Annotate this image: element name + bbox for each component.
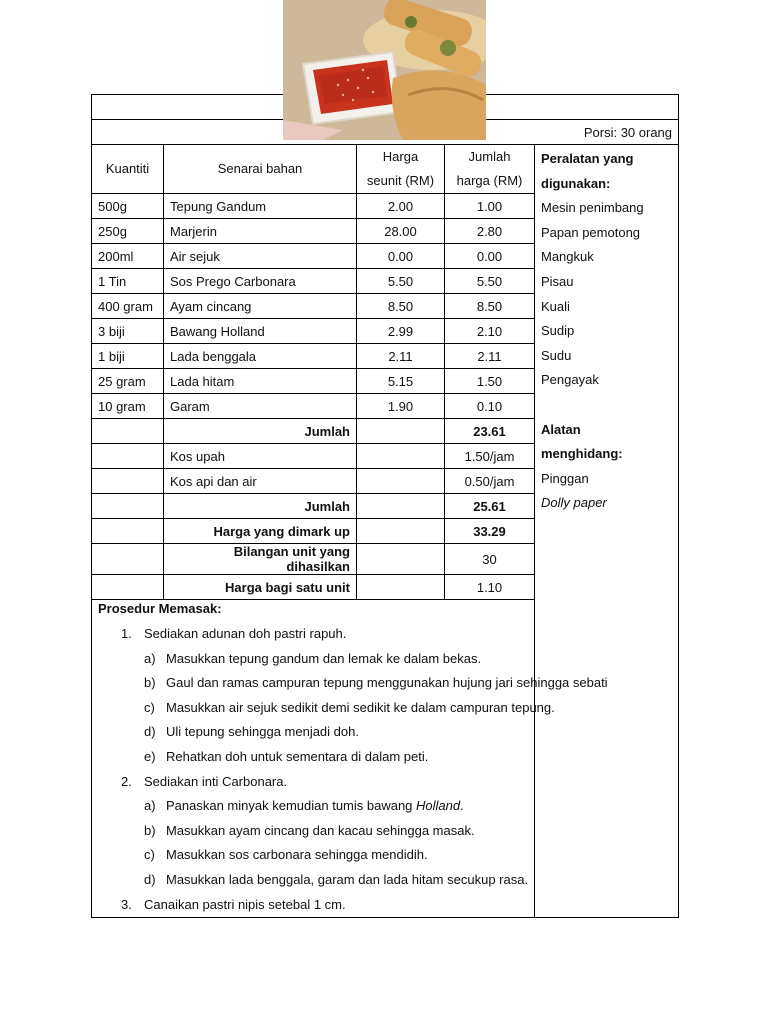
peralatan-item: Pengayak xyxy=(541,372,599,388)
unit-price: 8.50 xyxy=(357,294,445,319)
total-price: 1.00 xyxy=(445,194,535,219)
qty-cell: 1 Tin xyxy=(92,269,164,294)
kos-upah-label: Kos upah xyxy=(164,444,357,469)
ingredient-name: Garam xyxy=(164,394,357,419)
kos-api-label: Kos api dan air xyxy=(164,469,357,494)
jumlah-value-2: 25.61 xyxy=(445,494,535,519)
food-photo-icon xyxy=(283,0,486,140)
procedure-substep: c) Masukkan sos carbonara sehingga mendidih. xyxy=(144,847,428,863)
peralatan-title-2: digunakan: xyxy=(541,175,611,191)
kos-api-value: 0.50/jam xyxy=(445,469,535,494)
jumlah-label: Jumlah xyxy=(164,419,357,444)
unit-price: 5.50 xyxy=(357,269,445,294)
unit-price: 2.99 xyxy=(357,319,445,344)
ingredient-name: Tepung Gandum xyxy=(164,194,357,219)
peralatan-item: Papan pemotong xyxy=(541,224,641,240)
total-price: 5.50 xyxy=(445,269,535,294)
harga-unit-value: 1.10 xyxy=(445,575,535,600)
qty-cell: 1 biji xyxy=(92,344,164,369)
procedure-substep: a) Masukkan tepung gandum dan lemak ke dalam bekas. xyxy=(144,650,482,666)
peralatan-item: Pisau xyxy=(541,273,574,289)
qty-cell: 25 gram xyxy=(92,369,164,394)
procedure-step: 1. Sediakan adunan doh pastri rapuh. xyxy=(121,626,347,641)
ingredient-name: Lada benggala xyxy=(164,344,357,369)
unit-price: 1.90 xyxy=(357,394,445,419)
qty-cell: 3 biji xyxy=(92,319,164,344)
total-price: 2.10 xyxy=(445,319,535,344)
peralatan-item: Mesin penimbang xyxy=(541,200,644,216)
alatan-item: Dolly paper xyxy=(541,495,607,511)
peralatan-item: Sudip xyxy=(541,323,575,339)
ingredient-name: Sos Prego Carbonara xyxy=(164,269,357,294)
bilangan-label: Bilangan unit yang dihasilkan xyxy=(164,544,357,575)
jumlah-label-2: Jumlah xyxy=(164,494,357,519)
procedure-substep: b) Masukkan ayam cincang dan kacau sehingga masak. xyxy=(144,822,475,838)
qty-cell: 500g xyxy=(92,194,164,219)
peralatan-item: Sudu xyxy=(541,347,572,363)
ingredient-name: Ayam cincang xyxy=(164,294,357,319)
unit-price: 2.11 xyxy=(357,344,445,369)
alatan-item: Pinggan xyxy=(541,470,589,486)
harga-unit-label: Harga bagi satu unit xyxy=(164,575,357,600)
procedure-substep: d) Masukkan lada benggala, garam dan lada hitam secukup rasa. xyxy=(144,871,529,887)
header-kuantiti: Kuantiti xyxy=(92,145,164,194)
unit-price: 28.00 xyxy=(357,219,445,244)
ingredient-name: Bawang Holland xyxy=(164,319,357,344)
jumlah-value: 23.61 xyxy=(445,419,535,444)
total-price: 0.10 xyxy=(445,394,535,419)
qty-cell: 400 gram xyxy=(92,294,164,319)
procedure-substep: d) Uli tepung sehingga menjadi doh. xyxy=(144,724,359,740)
qty-cell: 250g xyxy=(92,219,164,244)
procedure-substep: b) Gaul dan ramas campuran tepung menggunakan hujung jari sehingga sebati xyxy=(144,675,608,691)
ingredient-name: Marjerin xyxy=(164,219,357,244)
procedure-step: 2. Sediakan inti Carbonara. xyxy=(121,773,288,789)
unit-price: 5.15 xyxy=(357,369,445,394)
total-price: 0.00 xyxy=(445,244,535,269)
ingredient-name: Air sejuk xyxy=(164,244,357,269)
markup-label: Harga yang dimark up xyxy=(164,519,357,544)
procedure-substep: a) Panaskan minyak kemudian tumis bawang Holland. xyxy=(144,798,464,814)
unit-price: 0.00 xyxy=(357,244,445,269)
qty-cell: 200ml xyxy=(92,244,164,269)
peralatan-item: Mangkuk xyxy=(541,249,594,265)
procedure-title: Prosedur Memasak: xyxy=(98,601,222,616)
bilangan-value: 30 xyxy=(445,544,535,575)
total-price: 1.50 xyxy=(445,369,535,394)
alatan-title-2: menghidang: xyxy=(541,446,623,462)
markup-value: 33.29 xyxy=(445,519,535,544)
header-jumlah-harga: Jumlah harga (RM) xyxy=(445,145,535,194)
alatan-title: Alatan xyxy=(541,421,581,437)
header-row xyxy=(92,145,679,194)
qty-cell: 10 gram xyxy=(92,394,164,419)
recipe-cost-table xyxy=(91,94,679,918)
total-price: 2.11 xyxy=(445,344,535,369)
peralatan-item: Kuali xyxy=(541,298,570,314)
porsi-text: Porsi: 30 orang xyxy=(92,120,679,145)
header-harga-seunit: Harga seunit (RM) xyxy=(357,145,445,194)
ingredient-name: Lada hitam xyxy=(164,369,357,394)
procedure-step: 3. Canaikan pastri nipis setebal 1 cm. xyxy=(121,896,346,912)
unit-price: 2.00 xyxy=(357,194,445,219)
total-price: 8.50 xyxy=(445,294,535,319)
procedure-cell xyxy=(92,600,679,918)
procedure-substep: e) Rehatkan doh untuk sementara di dalam peti. xyxy=(144,748,429,764)
procedure-substep: c) Masukkan air sejuk sedikit demi sedikit ke dalam campuran tepung. xyxy=(144,699,555,715)
header-senarai-bahan: Senarai bahan xyxy=(164,145,357,194)
procedure-row xyxy=(92,600,679,918)
total-price: 2.80 xyxy=(445,219,535,244)
food-photo xyxy=(283,0,486,140)
peralatan-title: Peralatan yang xyxy=(541,151,634,166)
kos-upah-value: 1.50/jam xyxy=(445,444,535,469)
